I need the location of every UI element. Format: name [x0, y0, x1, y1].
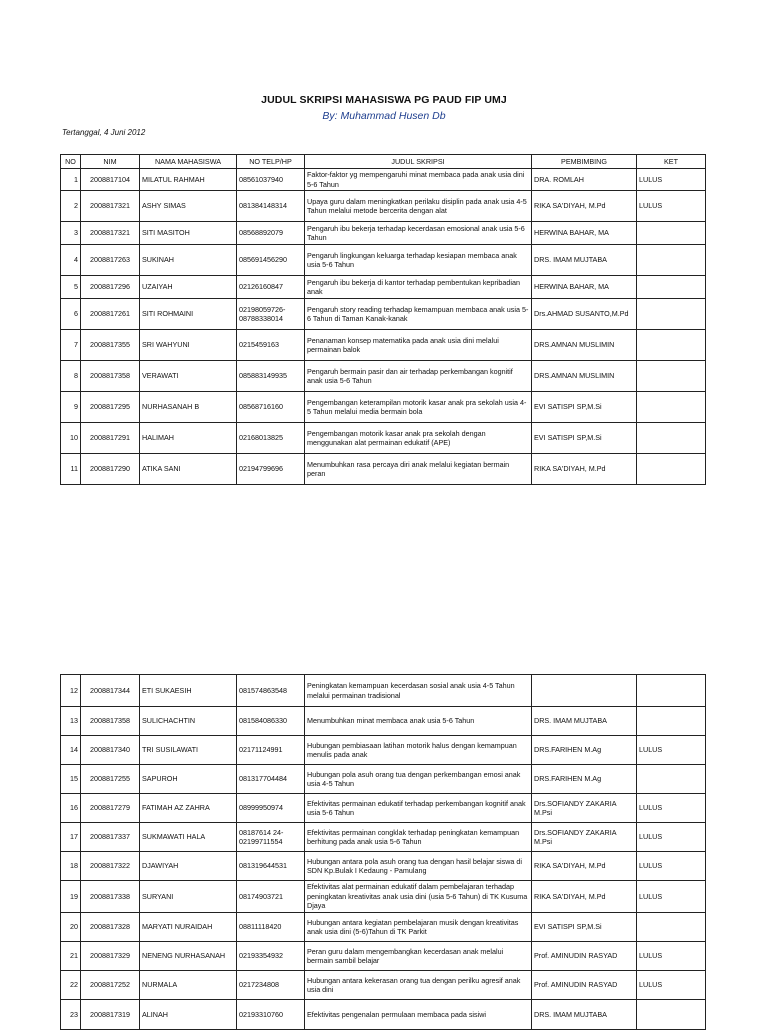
cell-telp: 02193354932 [237, 942, 305, 971]
cell-nim: 2008817328 [81, 913, 140, 942]
cell-judul: Efektivitas permainan congklak terhadap peningkatan kemampuan berhitung pada anak usia 5-6 Tahun [305, 823, 532, 852]
cell-judul: Pengaruh story reading terhadap kemampuan membaca anak usia 5-6 Tahun di Taman Kanak-kanak [305, 299, 532, 330]
cell-no: 11 [61, 454, 81, 485]
cell-judul: Hubungan antara kekerasan orang tua dengan perilku agresif anak usia dini [305, 971, 532, 1000]
cell-ket [637, 454, 706, 485]
cell-ket: LULUS [637, 942, 706, 971]
cell-judul: Pengaruh lingkungan keluarga terhadap kesiapan membaca anak usia 5-6 Tahun [305, 245, 532, 276]
cell-nama: DJAWIYAH [140, 852, 237, 881]
cell-pembimbing: RIKA SA'DIYAH, M.Pd [532, 191, 637, 222]
cell-nim: 2008817296 [81, 276, 140, 299]
cell-ket [637, 392, 706, 423]
cell-pembimbing: Prof. AMINUDIN RASYAD [532, 942, 637, 971]
cell-telp: 08174903721 [237, 881, 305, 913]
cell-ket [637, 765, 706, 794]
cell-nama: SITI ROHMAINI [140, 299, 237, 330]
cell-telp: 02198059726-08788338014 [237, 299, 305, 330]
cell-no: 15 [61, 765, 81, 794]
cell-pembimbing: DRS. IMAM MUJTABA [532, 245, 637, 276]
table-row [61, 361, 706, 392]
cell-nim: 2008817255 [81, 765, 140, 794]
cell-nama: SUKMAWATI HALA [140, 823, 237, 852]
cell-telp: 08187614 24-02199711554 [237, 823, 305, 852]
cell-judul: Peran guru dalam mengembangkan kecerdasan anak melalui bermain sambil belajar [305, 942, 532, 971]
cell-no: 8 [61, 361, 81, 392]
header-judul: JUDUL SKRIPSI [305, 155, 532, 169]
cell-no: 23 [61, 1000, 81, 1030]
table-row [61, 942, 706, 971]
cell-nim: 2008817344 [81, 675, 140, 707]
cell-nama: ASHY SIMAS [140, 191, 237, 222]
cell-judul: Peningkatan kemampuan kecerdasan sosial anak usia 4-5 Tahun melalui permainan tradisional [305, 675, 532, 707]
cell-judul: Pengaruh ibu bekerja terhadap kecerdasan emosional anak usia 5-6 Tahun [305, 222, 532, 245]
cell-judul: Hubungan antara kegiatan pembelajaran musik dengan kreativitas anak usia dini (5-6)Tahun di TK Parkit [305, 913, 532, 942]
table-row [61, 423, 706, 454]
cell-nim: 2008817322 [81, 852, 140, 881]
cell-telp: 08568716160 [237, 392, 305, 423]
cell-pembimbing: HERWINA BAHAR, MA [532, 276, 637, 299]
cell-judul: Pengembangan keterampilan motorik kasar anak pra sekolah usia 4-5 Tahun melalui media bermain bola [305, 392, 532, 423]
cell-nim: 2008817263 [81, 245, 140, 276]
cell-nim: 2008817261 [81, 299, 140, 330]
cell-no: 9 [61, 392, 81, 423]
cell-ket [637, 330, 706, 361]
cell-no: 10 [61, 423, 81, 454]
cell-nama: MILATUL RAHMAH [140, 169, 237, 191]
cell-nama: NURHASANAH B [140, 392, 237, 423]
cell-nim: 2008817340 [81, 736, 140, 765]
cell-pembimbing [532, 675, 637, 707]
cell-telp: 02168013825 [237, 423, 305, 454]
cell-judul: Efektivitas alat permainan edukatif dalam pembelajaran terhadap peningkatan kreativitas anak usia dini (usia 5-6 Tahun) di TK Kusuma Djaya [305, 881, 532, 913]
table-row [61, 913, 706, 942]
cell-pembimbing: RIKA SA'DIYAH, M.Pd [532, 852, 637, 881]
table-row [61, 330, 706, 361]
thesis-table-page-1 [60, 154, 706, 485]
cell-no: 6 [61, 299, 81, 330]
cell-nim: 2008817358 [81, 707, 140, 736]
table-row [61, 675, 706, 707]
cell-pembimbing: Prof. AMINUDIN RASYAD [532, 971, 637, 1000]
cell-no: 2 [61, 191, 81, 222]
cell-nim: 2008817355 [81, 330, 140, 361]
cell-pembimbing: DRS.AMNAN MUSLIMIN [532, 361, 637, 392]
cell-judul: Faktor-faktor yg mempengaruhi minat membaca pada anak usia dini 5-6 Tahun [305, 169, 532, 191]
document-date: Tertanggal, 4 Juni 2012 [62, 128, 146, 137]
cell-judul: Pengaruh ibu bekerja di kantor terhadap pembentukan kepribadian anak [305, 276, 532, 299]
cell-ket [637, 1000, 706, 1030]
cell-nama: SITI MASITOH [140, 222, 237, 245]
table-row [61, 191, 706, 222]
table-row [61, 222, 706, 245]
cell-nama: ETI SUKAESIH [140, 675, 237, 707]
cell-telp: 0215459163 [237, 330, 305, 361]
cell-nama: FATIMAH AZ ZAHRA [140, 794, 237, 823]
cell-pembimbing: DRS. IMAM MUJTABA [532, 707, 637, 736]
document-title: JUDUL SKRIPSI MAHASISWA PG PAUD FIP UMJ [261, 94, 507, 106]
cell-nama: SAPUROH [140, 765, 237, 794]
cell-ket [637, 222, 706, 245]
cell-nim: 2008817295 [81, 392, 140, 423]
cell-nama: NENENG NURHASANAH [140, 942, 237, 971]
table-row [61, 169, 706, 191]
table-row [61, 245, 706, 276]
cell-nim: 2008817279 [81, 794, 140, 823]
cell-ket: LULUS [637, 823, 706, 852]
cell-telp: 08811118420 [237, 913, 305, 942]
header-nim: NIM [81, 155, 140, 169]
cell-pembimbing: Drs.SOFIANDY ZAKARIA M.Psi [532, 823, 637, 852]
cell-judul: Hubungan pola asuh orang tua dengan perkembangan emosi anak usia 4-5 Tahun [305, 765, 532, 794]
cell-no: 16 [61, 794, 81, 823]
cell-no: 22 [61, 971, 81, 1000]
cell-no: 4 [61, 245, 81, 276]
table-row [61, 707, 706, 736]
cell-no: 19 [61, 881, 81, 913]
cell-judul: Efektivitas pengenalan permulaan membaca pada sisiwi [305, 1000, 532, 1030]
cell-nama: SRI WAHYUNI [140, 330, 237, 361]
cell-nim: 2008817290 [81, 454, 140, 485]
cell-nama: UZAIYAH [140, 276, 237, 299]
cell-judul: Penanaman konsep matematika pada anak usia dini melalui permainan balok [305, 330, 532, 361]
cell-telp: 08568892079 [237, 222, 305, 245]
cell-telp: 081584086330 [237, 707, 305, 736]
cell-judul: Hubungan antara pola asuh orang tua dengan hasil belajar siswa di SDN Kp.Bulak I Kedaung - Pamulang [305, 852, 532, 881]
cell-nim: 2008817321 [81, 191, 140, 222]
cell-pembimbing: DRA. ROMLAH [532, 169, 637, 191]
cell-ket: LULUS [637, 169, 706, 191]
cell-ket: LULUS [637, 881, 706, 913]
table-row [61, 852, 706, 881]
table-row [61, 736, 706, 765]
cell-telp: 081574863548 [237, 675, 305, 707]
cell-judul: Menumbuhkan rasa percaya diri anak melalui kegiatan bermain peran [305, 454, 532, 485]
header-telp: NO TELP/HP [237, 155, 305, 169]
cell-nim: 2008817358 [81, 361, 140, 392]
cell-judul: Pengaruh bermain pasir dan air terhadap perkembangan kognitif anak usia 5-6 Tahun [305, 361, 532, 392]
header-ket: KET [637, 155, 706, 169]
cell-no: 12 [61, 675, 81, 707]
cell-nama: VERAWATI [140, 361, 237, 392]
cell-ket: LULUS [637, 852, 706, 881]
cell-nim: 2008817319 [81, 1000, 140, 1030]
table-row [61, 392, 706, 423]
cell-no: 7 [61, 330, 81, 361]
cell-ket: LULUS [637, 191, 706, 222]
cell-nama: SURYANI [140, 881, 237, 913]
cell-nama: MARYATI NURAIDAH [140, 913, 237, 942]
cell-no: 21 [61, 942, 81, 971]
table-row [61, 1000, 706, 1030]
cell-pembimbing: DRS.AMNAN MUSLIMIN [532, 330, 637, 361]
cell-ket: LULUS [637, 794, 706, 823]
cell-pembimbing: RIKA SA'DIYAH, M.Pd [532, 881, 637, 913]
cell-ket [637, 707, 706, 736]
cell-telp: 081384148314 [237, 191, 305, 222]
cell-judul: Hubungan pembiasaan latihan motorik halus dengan kemampuan menulis pada anak [305, 736, 532, 765]
cell-pembimbing: DRS. IMAM MUJTABA [532, 1000, 637, 1030]
cell-telp: 081317704484 [237, 765, 305, 794]
cell-telp: 08999950974 [237, 794, 305, 823]
table-row [61, 823, 706, 852]
cell-pembimbing: EVI SATISPI SP,M.Si [532, 913, 637, 942]
cell-no: 18 [61, 852, 81, 881]
table-row [61, 794, 706, 823]
table-row [61, 454, 706, 485]
cell-no: 17 [61, 823, 81, 852]
cell-ket [637, 423, 706, 454]
cell-nim: 2008817338 [81, 881, 140, 913]
cell-ket [637, 361, 706, 392]
cell-ket: LULUS [637, 736, 706, 765]
cell-telp: 0217234808 [237, 971, 305, 1000]
cell-nama: SULICHACHTIN [140, 707, 237, 736]
cell-pembimbing: HERWINA BAHAR, MA [532, 222, 637, 245]
cell-telp: 02171124991 [237, 736, 305, 765]
cell-nim: 2008817337 [81, 823, 140, 852]
cell-judul: Menumbuhkan minat membaca anak usia 5-6 Tahun [305, 707, 532, 736]
cell-pembimbing: DRS.FARIHEN M.Ag [532, 765, 637, 794]
cell-nim: 2008817252 [81, 971, 140, 1000]
table-row [61, 971, 706, 1000]
cell-judul: Pengembangan motorik kasar anak pra sekolah dengan menggunakan alat permainan edukatif (APE) [305, 423, 532, 454]
cell-pembimbing: EVI SATISPI SP,M.Si [532, 423, 637, 454]
cell-telp: 085883149935 [237, 361, 305, 392]
cell-nama: ATIKA SANI [140, 454, 237, 485]
cell-telp: 02126160847 [237, 276, 305, 299]
cell-ket [637, 276, 706, 299]
cell-no: 14 [61, 736, 81, 765]
cell-ket [637, 245, 706, 276]
table-row [61, 299, 706, 330]
table-row [61, 276, 706, 299]
table-row [61, 765, 706, 794]
cell-no: 20 [61, 913, 81, 942]
cell-nama: NURMALA [140, 971, 237, 1000]
cell-nama: SUKINAH [140, 245, 237, 276]
cell-pembimbing: DRS.FARIHEN M.Ag [532, 736, 637, 765]
cell-telp: 02193310760 [237, 1000, 305, 1030]
cell-nim: 2008817291 [81, 423, 140, 454]
cell-nama: ALINAH [140, 1000, 237, 1030]
cell-telp: 08561037940 [237, 169, 305, 191]
header-nama: NAMA MAHASISWA [140, 155, 237, 169]
cell-no: 1 [61, 169, 81, 191]
cell-telp: 085691456290 [237, 245, 305, 276]
cell-pembimbing: Drs.AHMAD SUSANTO,M.Pd [532, 299, 637, 330]
cell-nim: 2008817321 [81, 222, 140, 245]
cell-no: 5 [61, 276, 81, 299]
cell-pembimbing: Drs.SOFIANDY ZAKARIA M.Psi [532, 794, 637, 823]
table-header-row [61, 155, 706, 169]
table-row [61, 881, 706, 913]
cell-judul: Efektivitas permainan edukatif terhadap perkembangan kognitif anak usia 5-6 Tahun [305, 794, 532, 823]
header-no: NO [61, 155, 81, 169]
header-pembimbing: PEMBIMBING [532, 155, 637, 169]
cell-nama: TRI SUSILAWATI [140, 736, 237, 765]
cell-judul: Upaya guru dalam meningkatkan perilaku disiplin pada anak usia 4-5 Tahun melalui metode bercerita dengan alat [305, 191, 532, 222]
cell-no: 3 [61, 222, 81, 245]
cell-nama: HALIMAH [140, 423, 237, 454]
cell-ket [637, 299, 706, 330]
cell-telp: 02194799696 [237, 454, 305, 485]
document-author: By: Muhammad Husen Db [322, 110, 446, 122]
cell-ket [637, 913, 706, 942]
thesis-table-page-2 [60, 674, 706, 1030]
cell-no: 13 [61, 707, 81, 736]
cell-ket: LULUS [637, 971, 706, 1000]
cell-nim: 2008817329 [81, 942, 140, 971]
cell-ket [637, 675, 706, 707]
cell-pembimbing: EVI SATISPI SP,M.Si [532, 392, 637, 423]
cell-telp: 081319644531 [237, 852, 305, 881]
cell-pembimbing: RIKA SA'DIYAH, M.Pd [532, 454, 637, 485]
cell-nim: 2008817104 [81, 169, 140, 191]
